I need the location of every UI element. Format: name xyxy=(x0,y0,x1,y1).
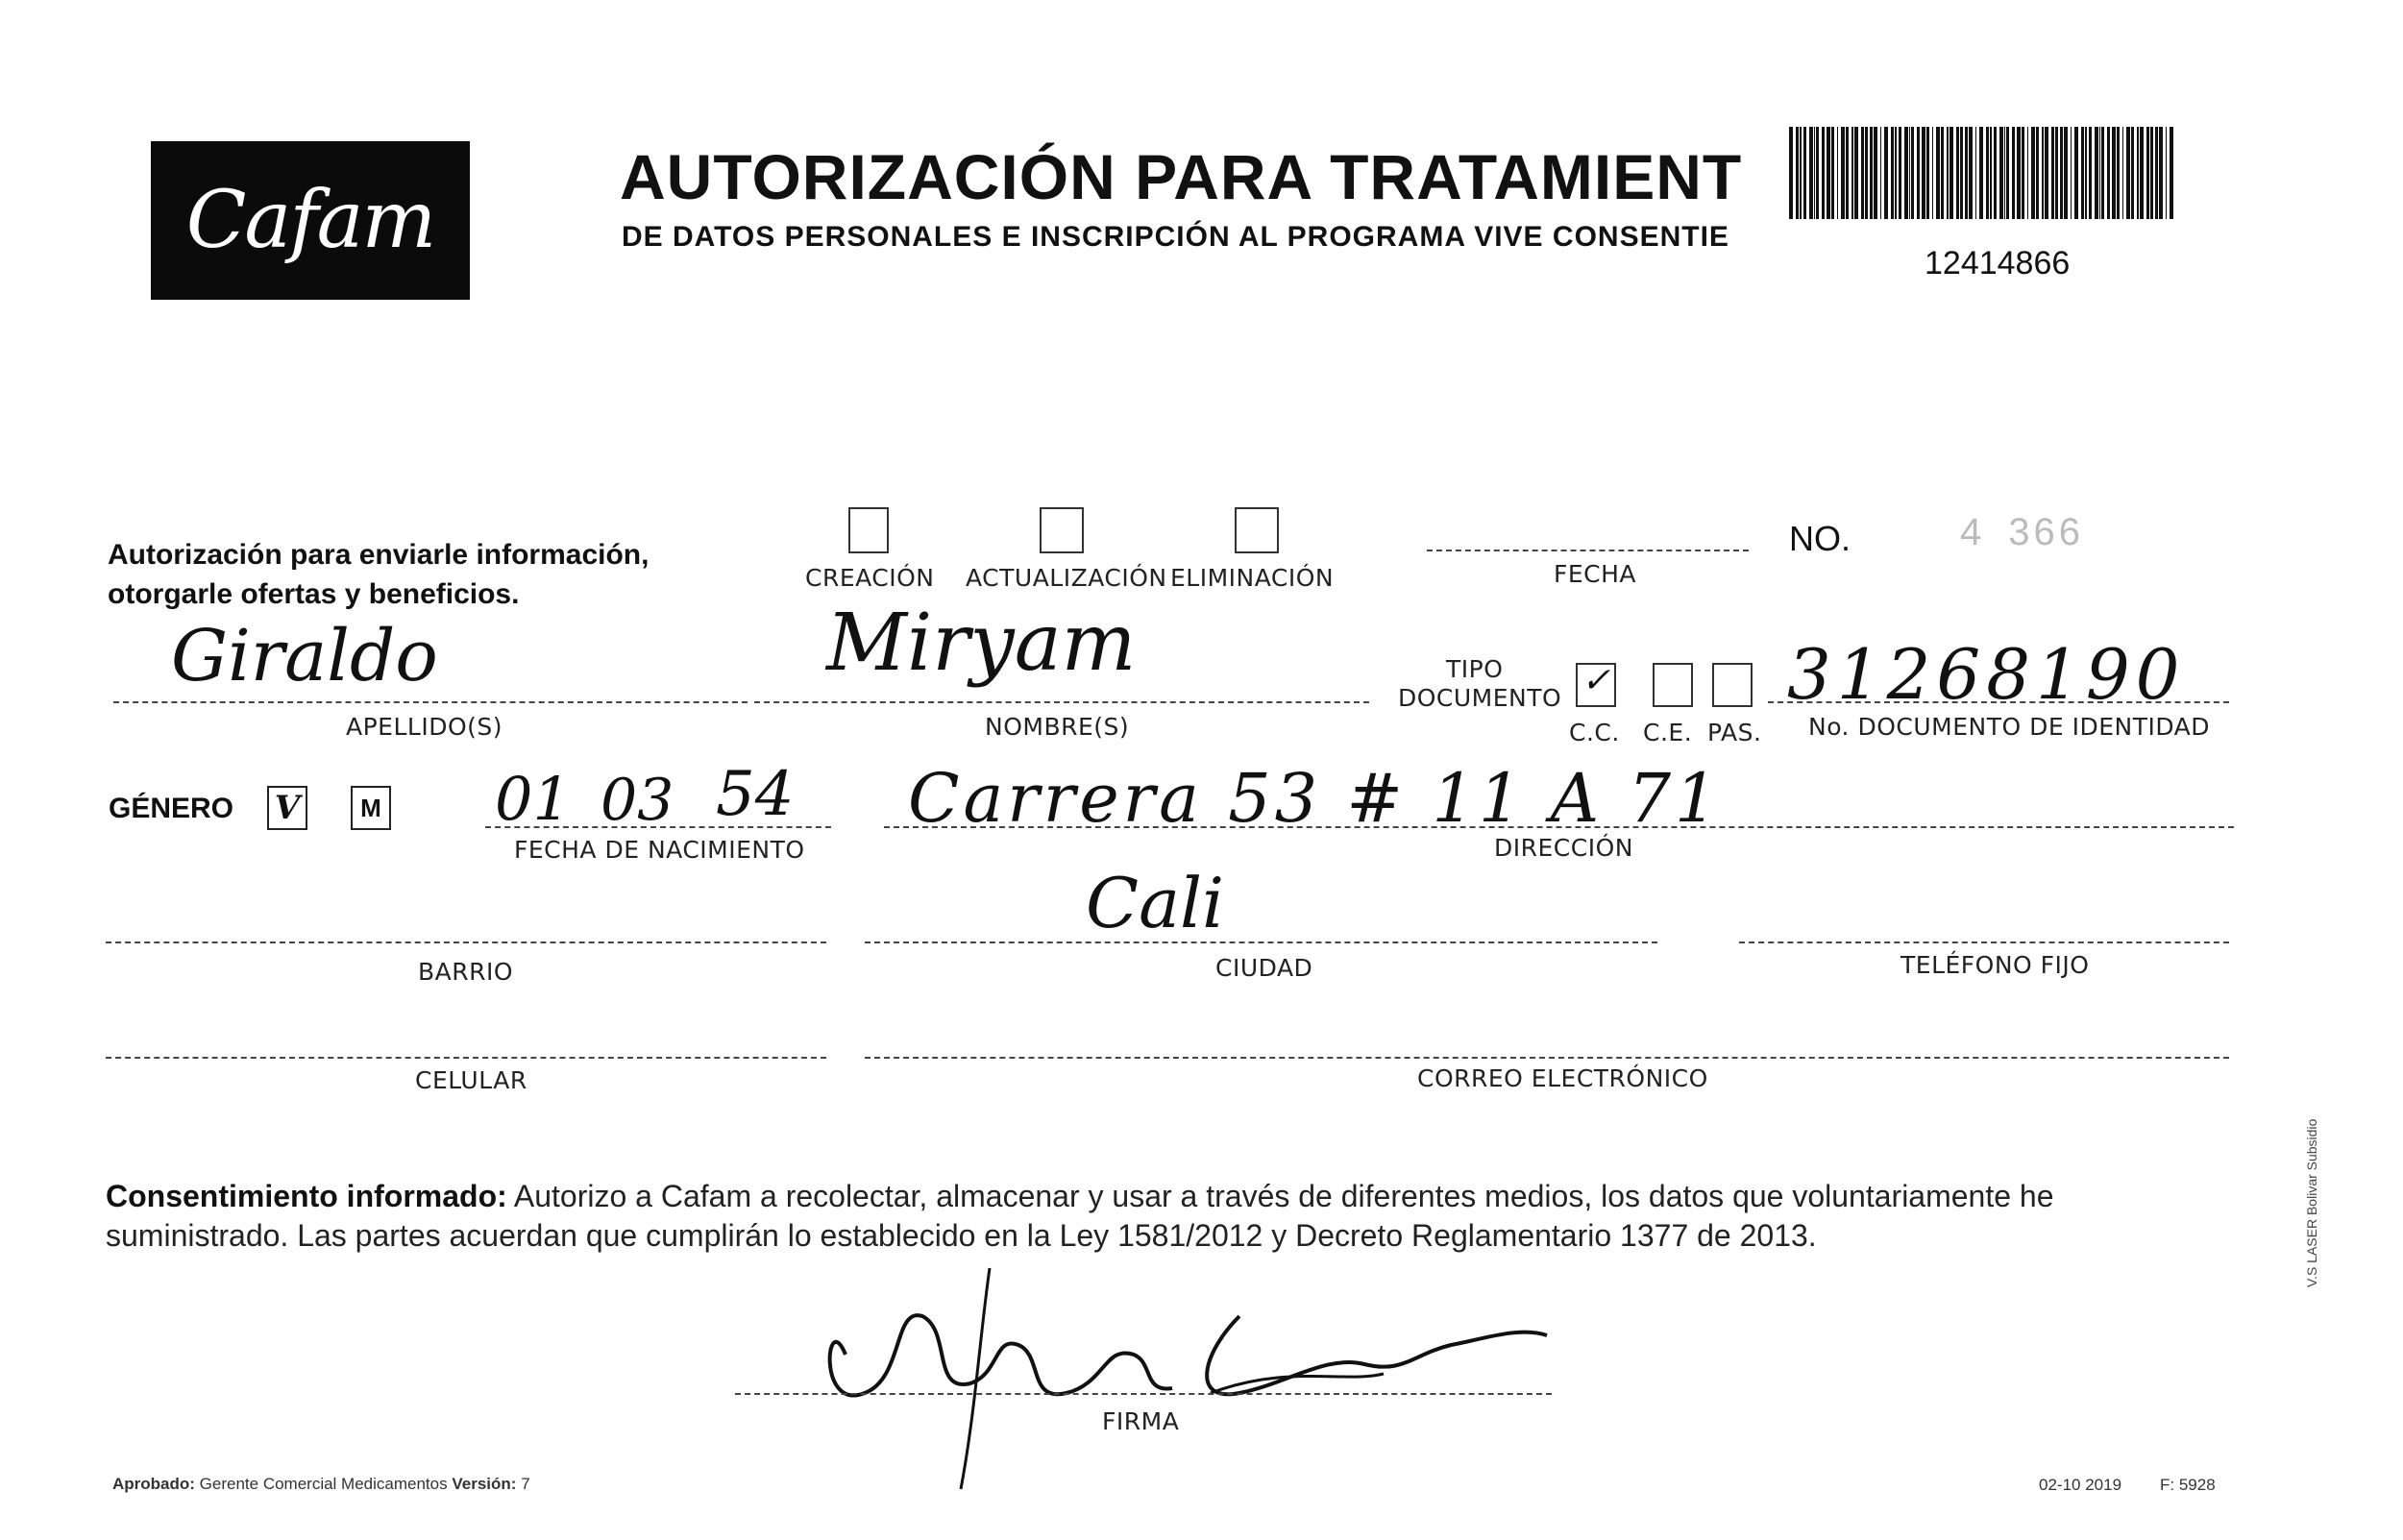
form-subtitle: DE DATOS PERSONALES E INSCRIPCIÓN AL PROGRAMA VIVE CONSENTIE xyxy=(622,221,1729,253)
side-printer-text: V.S LASER Bolivar Subsidio xyxy=(2304,1118,2319,1287)
footer-date-code: 02-10 2019 xyxy=(2039,1476,2122,1494)
barcode-bar xyxy=(2137,127,2139,219)
fecha-field[interactable] xyxy=(1427,550,1749,551)
aprobado-label: Aprobado: xyxy=(112,1475,195,1493)
barcode-bar xyxy=(2155,127,2158,219)
apellidos-field[interactable] xyxy=(113,701,748,703)
no-label: NO. xyxy=(1789,519,1851,558)
ciudad-label: CIUDAD xyxy=(1215,954,1313,982)
barcode-bar xyxy=(1861,127,1864,219)
barcode-bar xyxy=(2101,127,2104,219)
direccion-field[interactable] xyxy=(884,826,2234,828)
barcode-bar xyxy=(1960,127,1963,219)
barcode-bar xyxy=(2140,127,2144,219)
consent-heading: Consentimiento informado: xyxy=(106,1179,507,1213)
ciudad-field[interactable] xyxy=(865,941,1657,943)
intro-line-2: otorgarle ofertas y beneficios. xyxy=(108,578,520,610)
consent-text: Autorizo a Cafam a recolectar, almacenar y usar a través de diferentes medios, los datos que voluntariamente he suministrado. Las partes acuerdan que cumplirán lo establecido en la Ley 1581/2012 y Decreto Reglamentario 1377 de 2013. xyxy=(106,1179,2054,1253)
documento-numero-value: 31268190 xyxy=(1787,634,2186,715)
barcode-bar xyxy=(2022,127,2024,219)
nacimiento-dia: 01 xyxy=(495,764,571,834)
apellidos-value: Giraldo xyxy=(171,615,438,697)
barcode-bar xyxy=(1990,127,1992,219)
barcode-bar xyxy=(2159,127,2163,219)
barcode-bar xyxy=(1874,127,1877,219)
barcode-bar xyxy=(1789,127,1793,219)
documento-numero-field[interactable] xyxy=(1768,701,2229,703)
firma-label: FIRMA xyxy=(1102,1407,1180,1435)
barcode-bar xyxy=(1949,127,1953,219)
barcode-bar xyxy=(2095,127,2098,219)
fecha-label: FECHA xyxy=(1554,560,1637,588)
signature-scribble xyxy=(788,1249,1576,1499)
barcode-bar xyxy=(2099,127,2100,219)
cafam-logo xyxy=(151,141,470,300)
barcode-bar xyxy=(1865,127,1868,219)
barcode-bar xyxy=(2055,127,2058,219)
genero-m-label: M xyxy=(360,793,381,822)
pas-label: PAS. xyxy=(1707,719,1762,746)
barcode-bar xyxy=(2146,127,2149,219)
telefono-label: TELÉFONO FIJO xyxy=(1900,951,2090,979)
barcode-bar xyxy=(1965,127,1968,219)
barcode-bar xyxy=(1854,127,1858,219)
cc-label: C.C. xyxy=(1569,719,1620,746)
telefono-field[interactable] xyxy=(1739,941,2229,943)
eliminacion-label: ELIMINACIÓN xyxy=(1170,564,1335,592)
barcode-bar xyxy=(2112,127,2116,219)
barcode-bar xyxy=(2004,127,2005,219)
barcode-bar xyxy=(1932,127,1933,219)
barcode xyxy=(1789,127,2179,219)
celular-field[interactable] xyxy=(106,1057,826,1059)
barcode-bar xyxy=(1922,127,1925,219)
barcode-bar xyxy=(2081,127,2084,219)
documento-label: DOCUMENTO xyxy=(1398,684,1562,712)
barcode-bar xyxy=(1837,127,1838,219)
nacimiento-field[interactable] xyxy=(485,826,831,828)
barcode-bar xyxy=(2017,127,2021,219)
genero-f-mark: V xyxy=(274,789,301,827)
barcode-bar xyxy=(1895,127,1897,219)
barcode-bar xyxy=(1831,127,1834,219)
barcode-bar xyxy=(2085,127,2087,219)
barcode-bar xyxy=(2126,127,2130,219)
barcode-bar xyxy=(2042,127,2044,219)
barcode-bar xyxy=(2117,127,2120,219)
barcode-bar xyxy=(1884,127,1888,219)
barcode-bar xyxy=(1841,127,1845,219)
barcode-bar xyxy=(1911,127,1914,219)
barcode-bar xyxy=(1947,127,1949,219)
eliminacion-checkbox[interactable] xyxy=(1235,507,1279,553)
barcode-bar xyxy=(1917,127,1920,219)
barcode-bar xyxy=(1941,127,1944,219)
barcode-bar xyxy=(2027,127,2028,219)
barcode-bar xyxy=(1994,127,1997,219)
genero-f-checkbox[interactable] xyxy=(267,786,307,830)
barrio-label: BARRIO xyxy=(418,958,514,986)
nacimiento-label: FECHA DE NACIMIENTO xyxy=(514,836,805,864)
genero-m-checkbox[interactable] xyxy=(351,786,391,830)
barcode-bar xyxy=(1800,127,1802,219)
barcode-bar xyxy=(1969,127,1973,219)
correo-field[interactable] xyxy=(865,1057,2229,1059)
actualizacion-checkbox[interactable] xyxy=(1040,507,1084,553)
barcode-bar xyxy=(1846,127,1849,219)
barcode-bar xyxy=(1979,127,1983,219)
apellidos-label: APELLIDO(S) xyxy=(346,713,503,741)
barcode-bar xyxy=(1814,127,1815,219)
logo-text: Cafam xyxy=(185,175,435,266)
barcode-bar xyxy=(2012,127,2015,219)
firma-field[interactable] xyxy=(735,1393,1552,1395)
barcode-bar xyxy=(1870,127,1873,219)
barcode-bar xyxy=(1956,127,1959,219)
nacimiento-mes: 03 xyxy=(601,767,674,834)
barcode-bar xyxy=(1999,127,2003,219)
actualizacion-label: ACTUALIZACIÓN xyxy=(966,564,1167,592)
creacion-checkbox[interactable] xyxy=(848,507,889,553)
tipo-label: TIPO xyxy=(1446,655,1504,683)
barcode-bar xyxy=(2089,127,2092,219)
version-label: Versión: xyxy=(452,1475,517,1493)
nacimiento-ano: 54 xyxy=(716,759,795,830)
cc-check-mark: ✓ xyxy=(1582,661,1611,700)
barcode-bar xyxy=(2006,127,2009,219)
direccion-label: DIRECCIÓN xyxy=(1494,834,1633,862)
barcode-bar xyxy=(1899,127,1901,219)
nombres-value: Miryam xyxy=(826,598,1137,689)
barcode-bar xyxy=(2166,127,2167,219)
creacion-label: CREACIÓN xyxy=(805,564,935,592)
celular-label: CELULAR xyxy=(415,1066,527,1094)
barcode-bar xyxy=(1926,127,1929,219)
barcode-bar xyxy=(2045,127,2048,219)
direccion-value: Carrera 53 # 11 A 71 xyxy=(908,759,1722,838)
footer-f-code: F: 5928 xyxy=(2160,1476,2216,1494)
barrio-field[interactable] xyxy=(106,941,826,943)
intro-text xyxy=(108,535,649,614)
barcode-bar xyxy=(2150,127,2153,219)
barcode-bar xyxy=(1809,127,1813,219)
consent-paragraph xyxy=(106,1177,2219,1256)
version-value: 7 xyxy=(521,1475,530,1493)
barcode-bar xyxy=(1909,127,1910,219)
documento-numero-label: No. DOCUMENTO DE IDENTIDAD xyxy=(1808,713,2211,741)
barcode-bar xyxy=(2064,127,2068,219)
barcode-bar xyxy=(2107,127,2110,219)
footer-aprobado xyxy=(112,1475,530,1494)
barcode-bar xyxy=(1851,127,1853,219)
barcode-bar xyxy=(2036,127,2039,219)
barcode-bar xyxy=(2051,127,2054,219)
barcode-bar xyxy=(1822,127,1825,219)
barcode-bar xyxy=(2122,127,2123,219)
nombres-label: NOMBRE(S) xyxy=(985,713,1130,741)
ce-checkbox[interactable] xyxy=(1653,663,1693,707)
barcode-bar xyxy=(1986,127,1989,219)
pas-checkbox[interactable] xyxy=(1712,663,1753,707)
barcode-bar xyxy=(1904,127,1908,219)
barcode-bar xyxy=(2031,127,2035,219)
nombres-field[interactable] xyxy=(754,701,1369,703)
barcode-bar xyxy=(2060,127,2063,219)
barcode-bar xyxy=(1816,127,1819,219)
barcode-bar xyxy=(2074,127,2078,219)
barcode-bar xyxy=(1796,127,1799,219)
barcode-number: 12414866 xyxy=(1925,245,2071,281)
no-value: 4 366 xyxy=(1960,511,2084,553)
aprobado-value: Gerente Comercial Medicamentos xyxy=(199,1475,448,1493)
barcode-bar xyxy=(1891,127,1894,219)
barcode-bar xyxy=(2131,127,2134,219)
genero-label: GÉNERO xyxy=(109,793,234,824)
barcode-bar xyxy=(1936,127,1940,219)
barcode-bar xyxy=(2071,127,2072,219)
cc-checkbox[interactable] xyxy=(1576,663,1616,707)
barcode-bar xyxy=(1880,127,1881,219)
ciudad-value: Cali xyxy=(1086,863,1225,943)
barcode-bar xyxy=(1975,127,1976,219)
barcode-bar xyxy=(2170,127,2173,219)
form-title: AUTORIZACIÓN PARA TRATAMIENT xyxy=(620,141,1743,212)
barcode-bar xyxy=(1803,127,1806,219)
ce-label: C.E. xyxy=(1643,719,1693,746)
intro-line-1: Autorización para enviarle información, xyxy=(108,539,650,571)
correo-label: CORREO ELECTRÓNICO xyxy=(1417,1064,1708,1092)
barcode-bar xyxy=(1827,127,1830,219)
